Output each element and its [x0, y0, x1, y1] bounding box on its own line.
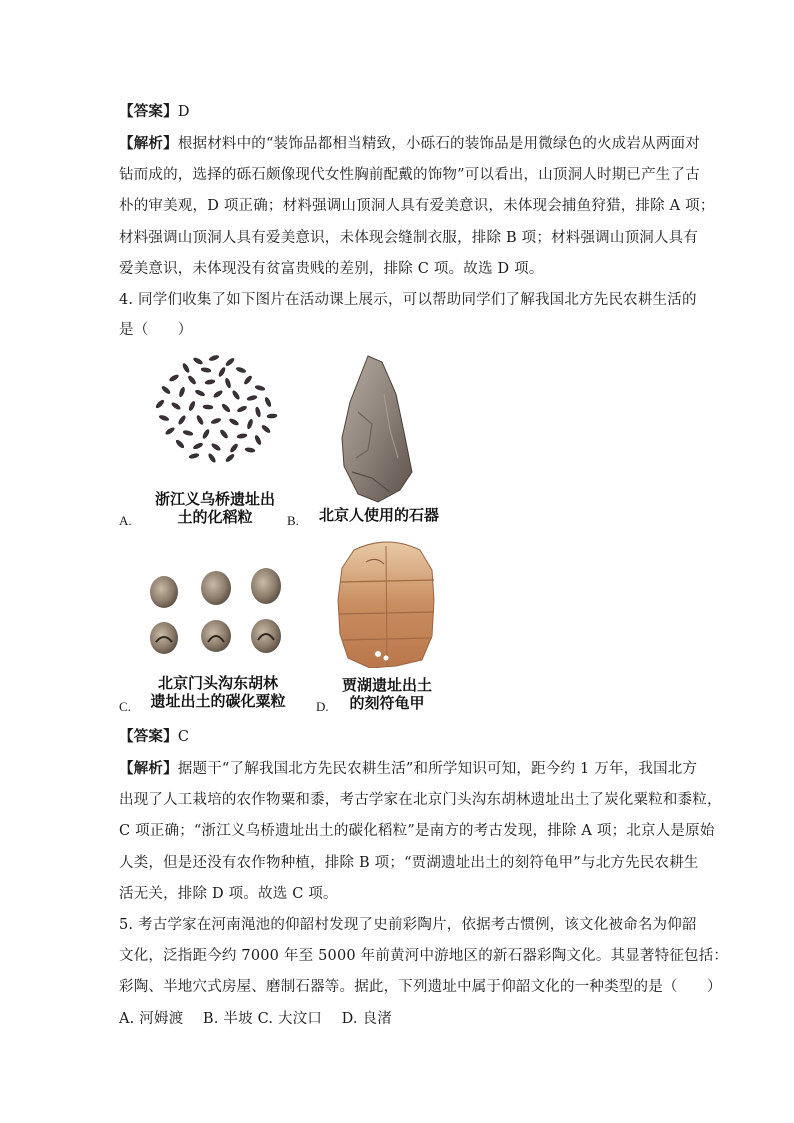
option-a-caption: 浙江义乌桥遗址出 土的化稻粒 — [154, 490, 275, 526]
q4-analysis-line: 活无关，排除 D 项。故选 C 项。 — [119, 886, 338, 902]
answer-value: D — [177, 104, 190, 120]
q4-answer — [119, 727, 679, 747]
option-b-caption: 北京人使用的石器 — [318, 506, 439, 524]
analysis-label: 【解析】 — [119, 135, 178, 152]
option-b-letter: B. — [287, 513, 299, 528]
q4-analysis-line: 出现了人工栽培的农作物粟和黍，考古学家在北京门头沟东胡林遗址出土了炭化粟粒和黍粒， — [119, 792, 722, 808]
stone-tool-image — [338, 354, 414, 504]
option-d-caption: 贾湖遗址出土 的刻符龟甲 — [341, 676, 432, 712]
option-d-letter: D. — [316, 699, 329, 714]
option-c-caption: 北京门头沟东胡林 遗址出土的碳化粟粒 — [150, 674, 286, 710]
q3-answer — [119, 102, 679, 122]
q4-analysis-line: 【解析】据题干“了解我国北方先民农耕生活”和所学知识可知，距今约 1 万年，我国北方 — [119, 760, 698, 777]
option-a-letter: A. — [119, 513, 132, 528]
millet-grains-image — [146, 566, 286, 658]
q5-options: A. 河姆渡 B. 半坡 C. 大汶口 D. 良渚 — [119, 1011, 392, 1027]
q5-question-line: 文化，泛指距今约 7000 年至 5000 年前黄河中游地区的新石器彩陶文化。其显著特征包括： — [119, 948, 729, 964]
q3-analysis-line: 钻而成的，选择的砾石颇像现代女性胸前配戴的饰物”可以看出，山顶洞人时期已产生了古 — [119, 167, 700, 183]
q4-analysis-line: 人类，但是还没有农作物种植，排除 B 项；“贾湖遗址出土的刻符龟甲”与北方先民农耕生 — [119, 855, 699, 871]
answer-label: 【答案】 — [119, 103, 178, 120]
answer-label: 【答案】 — [119, 728, 178, 745]
q3-analysis-line: 材料强调山顶洞人具有爱美意识，未体现会缝制衣服，排除 B 项；材料强调山顶洞人具有 — [119, 230, 699, 246]
q3-analysis-line: 【解析】根据材料中的“装饰品都相当精致，小砾石的装饰品是用微绿色的火成岩从两面对 — [119, 135, 700, 152]
q5-question-line: 彩陶、半地穴式房屋、磨制石器等。据此，下列遗址中属于仰韶文化的一种类型的是（ ） — [119, 979, 722, 995]
q5-question-line: 5. 考古学家在河南渑池的仰韶村发现了史前彩陶片，依据考古惯例，该文化被命名为仰韶 — [119, 917, 697, 933]
q3-analysis-line: 爱美意识，未体现没有贫富贵贱的差别，排除 C 项。故选 D 项。 — [119, 261, 544, 277]
analysis-label: 【解析】 — [119, 760, 178, 777]
tortoise-shell-image — [336, 540, 438, 668]
rice-grains-image — [146, 352, 282, 464]
q3-analysis-line: 朴的审美观，D 项正确；材料强调山顶洞人具有爱美意识，未体现会捕鱼狩猎，排除 A 项； — [119, 198, 715, 214]
option-c-letter: C. — [119, 699, 131, 714]
q4-analysis-line: C 项正确；“浙江义乌桥遗址出土的碳化稻粒”是南方的考古发现，排除 A 项；北京人是原始 — [119, 823, 715, 839]
answer-value: C — [177, 729, 190, 745]
q4-question-line: 是（ ） — [119, 322, 193, 338]
q4-question-line: 4. 同学们收集了如下图片在活动课上展示，可以帮助同学们了解我国北方先民农耕生活的 — [119, 292, 697, 308]
